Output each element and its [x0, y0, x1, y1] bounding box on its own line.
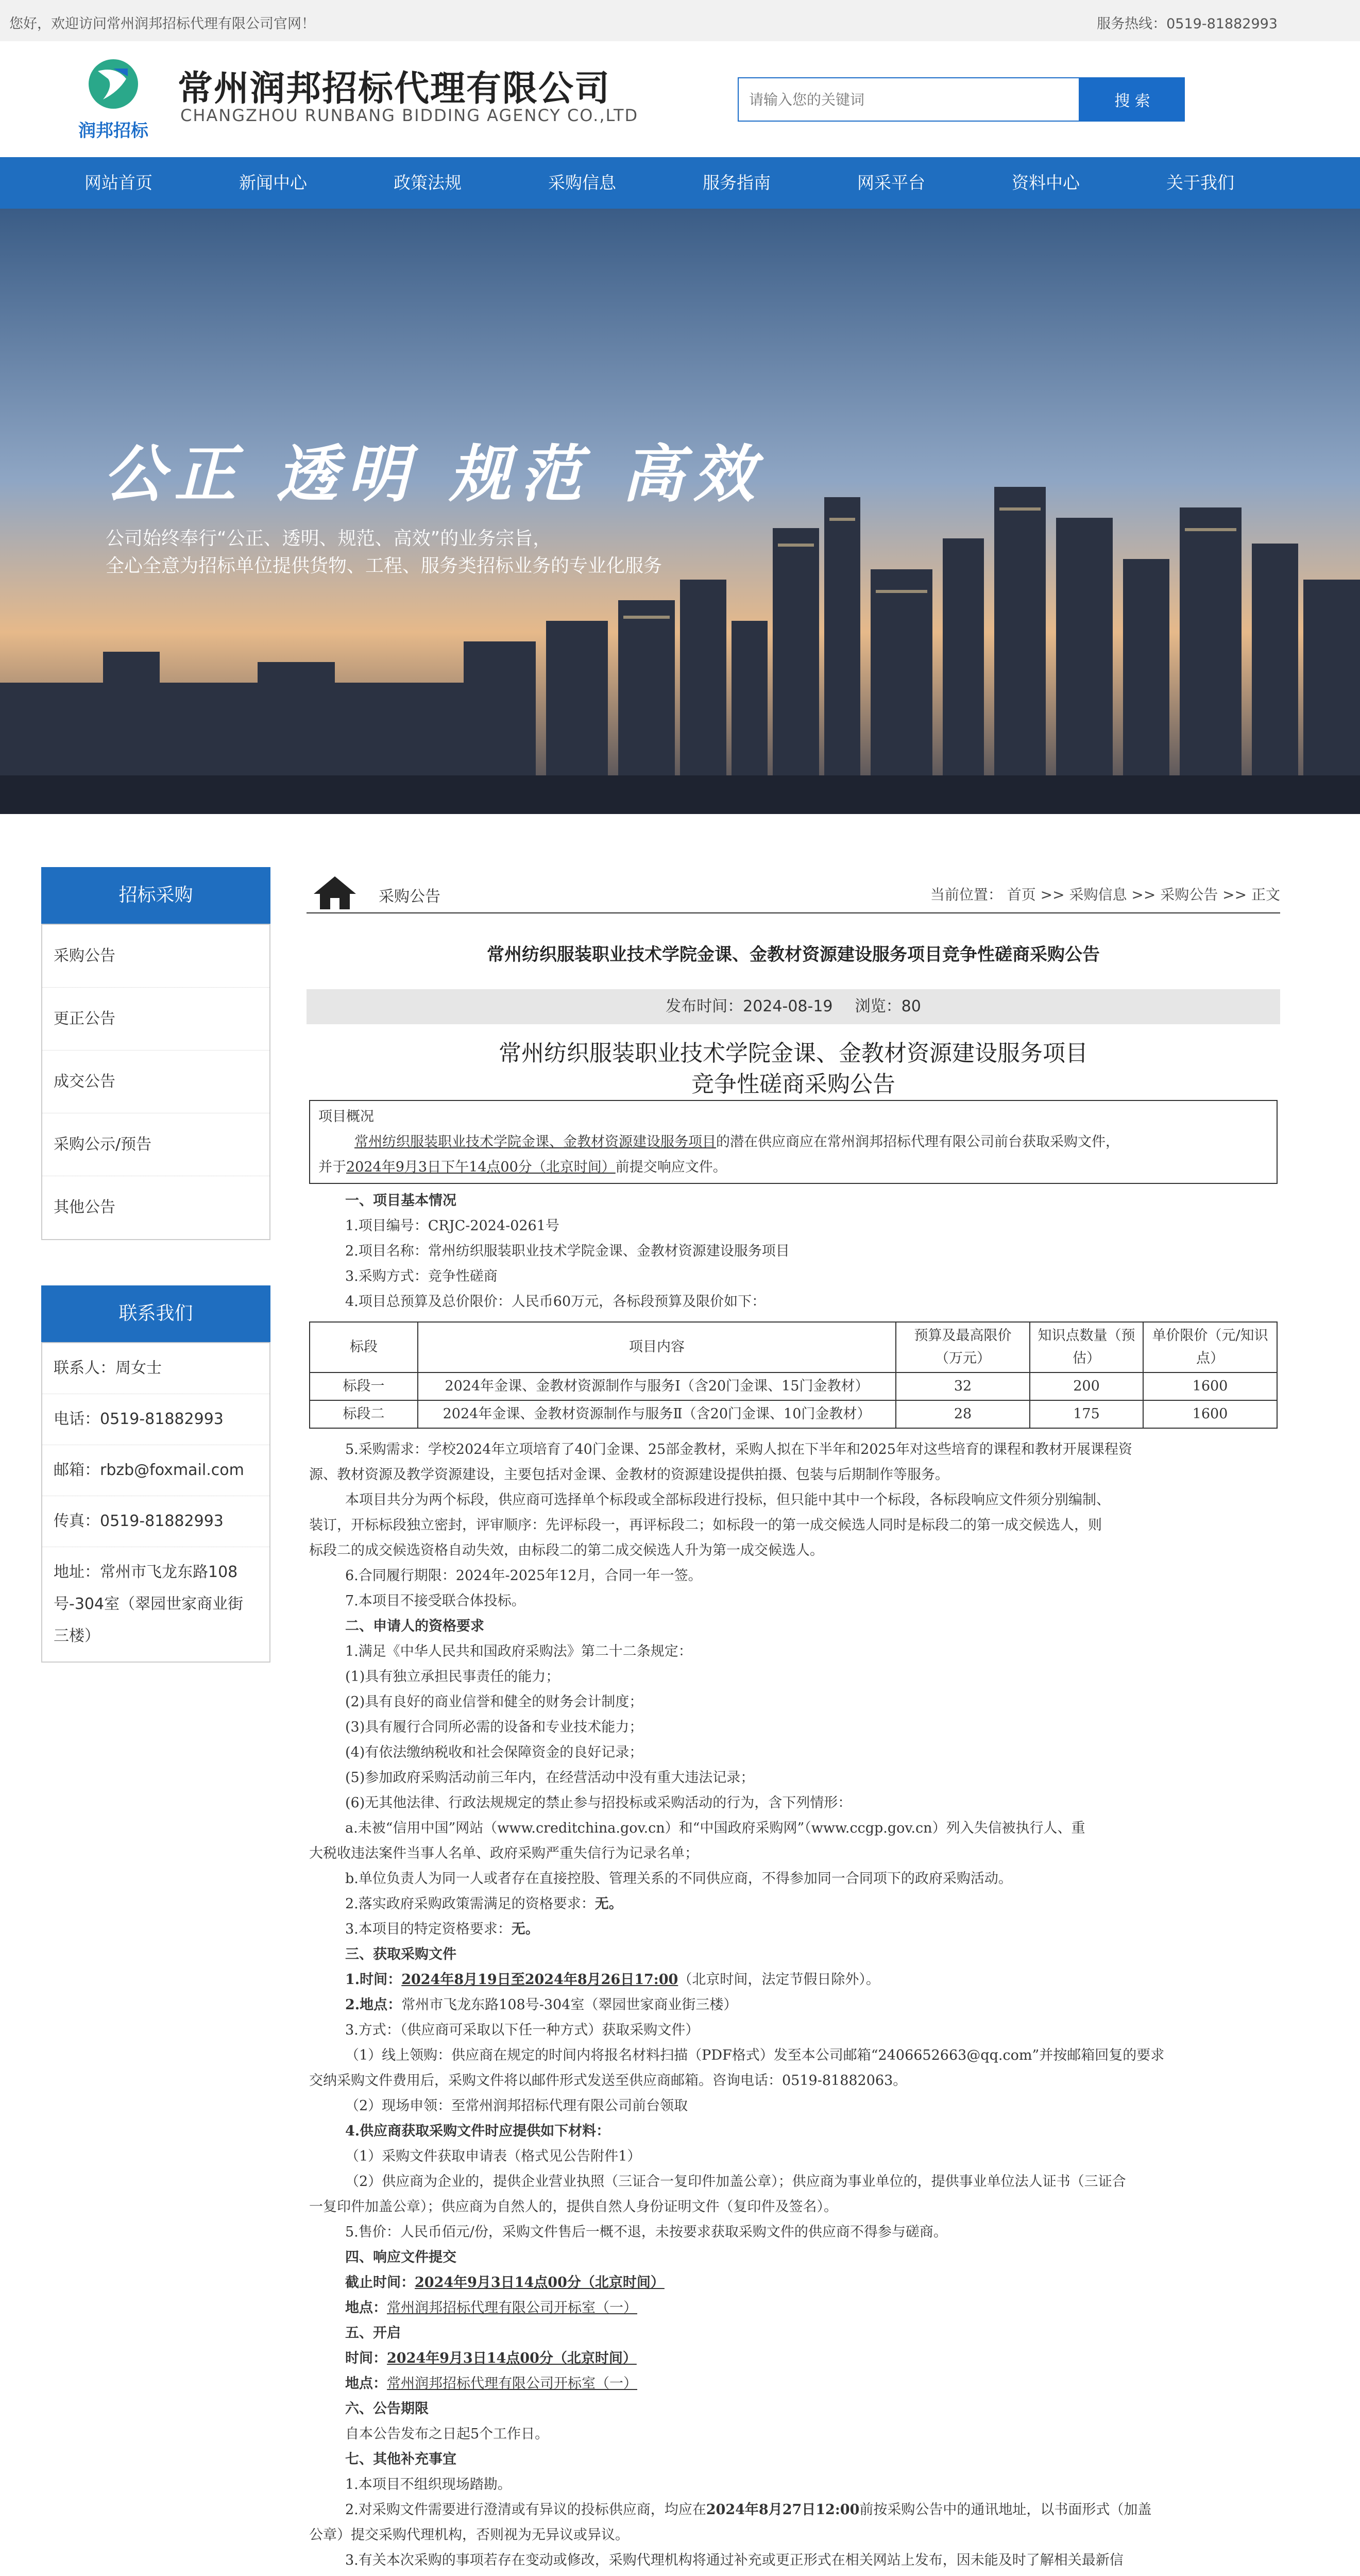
sidebar-item-correction[interactable]: 更正公告: [42, 988, 269, 1050]
nav-procurement[interactable]: 采购信息: [548, 173, 616, 193]
nav-home[interactable]: 网站首页: [84, 173, 152, 193]
document-title: [307, 1038, 1280, 1100]
sidebar-item-announcement[interactable]: 采购公告: [42, 925, 269, 988]
section-heading: 一、项目基本情况: [345, 1193, 456, 1209]
section-heading: 四、响应文件提交: [345, 2249, 456, 2265]
banner-slogan: 公正 透明 规范 高效: [103, 438, 764, 511]
article-title: 常州纺织服装职业技术学院金课、金教材资源建设服务项目竞争性磋商采购公告: [487, 944, 1100, 965]
doc-line: 2.项目名称：常州纺织服装职业技术学院金课、金教材资源建设服务项目: [345, 1243, 790, 1259]
table-cell: 175: [1030, 1400, 1143, 1428]
hotline-text: 服务热线：0519-81882993: [1097, 16, 1278, 32]
banner-line1: 公司始终奉行“公正、透明、规范、高效”的业务宗旨，: [106, 528, 552, 549]
sidebar-item-result[interactable]: 成交公告: [42, 1050, 269, 1113]
breadcrumb: [930, 884, 1280, 904]
sidebar-title: 招标采购: [41, 867, 270, 924]
doc-line: 1.项目编号：CRJC-2024-0261号: [345, 1218, 559, 1234]
section-heading: 七、其他补充事宜: [345, 2451, 456, 2467]
doc-line: 标段二的成交候选资格自动失效，由标段二的第二成交候选人升为第一成交候选人。: [309, 1543, 824, 1558]
table-header-cell: 知识点数量（预估）: [1030, 1322, 1143, 1372]
home-icon: [312, 874, 358, 910]
contact-person: 联系人：周女士: [42, 1343, 269, 1394]
sidebar-item-other[interactable]: 其他公告: [54, 1198, 115, 1216]
company-logo[interactable]: [77, 56, 149, 141]
publish-date: 发布时间：2024-08-19: [666, 997, 833, 1015]
search-input[interactable]: [738, 77, 1080, 122]
doc-line: 地点：常州润邦招标代理有限公司开标室（一）: [345, 2300, 637, 2316]
table-cell: 1600: [1143, 1372, 1277, 1400]
doc-line: 本项目共分为两个标段，供应商可选择单个标段或全部标段进行投标，但只能中其中一个标段，各标段响应文件须分别编制、: [345, 1492, 1110, 1508]
contact-address: 地址：常州市飞龙东路108号-304室（翠园世家商业街三楼）: [54, 1563, 244, 1645]
overview-line: 并于2024年9月3日下午14点00分（北京时间）前提交响应文件。: [318, 1159, 727, 1175]
contact-phone: 电话：0519-81882993: [42, 1394, 269, 1445]
nav-resources[interactable]: 资料中心: [1012, 173, 1080, 193]
table-header-cell: 标段: [310, 1322, 418, 1372]
doc-line: 7.本项目不接受联合体投标。: [345, 1593, 525, 1609]
doc-line: 1.满足《中华人民共和国政府采购法》第二十二条规定：: [345, 1643, 692, 1659]
doc-line: 大税收违法案件当事人名单、政府采购严重失信行为记录名单；: [309, 1845, 699, 1861]
table-cell: 标段二: [310, 1400, 418, 1428]
doc-line: 公章）提交采购代理机构，否则视为无异议或异议。: [309, 2527, 629, 2543]
search-button[interactable]: 搜 索: [1080, 77, 1185, 122]
doc-line: 3.本项目的特定资格要求：无。: [345, 1921, 539, 1937]
table-cell: 2024年金课、金教材资源制作与服务Ⅰ（含20门金课、15门金教材）: [418, 1372, 896, 1400]
doc-line: (4)有依法缴纳税收和社会保障资金的良好记录；: [345, 1744, 643, 1760]
article-meta: [307, 989, 1280, 1024]
contact-email: 邮箱：rbzb@foxmail.com: [42, 1445, 269, 1496]
doc-line: 2.落实政府采购政策需满足的资格要求：无。: [345, 1896, 623, 1912]
nav-service[interactable]: 服务指南: [703, 173, 771, 193]
table-cell: 28: [896, 1400, 1030, 1428]
table-cell: 2024年金课、金教材资源制作与服务Ⅱ（含20门金课、10门金教材）: [418, 1400, 896, 1428]
section-heading: 五、开启: [345, 2325, 401, 2341]
nav-platform[interactable]: 网采平台: [857, 173, 925, 193]
logo-icon: [77, 56, 149, 112]
contact-title: 联系我们: [41, 1285, 270, 1342]
doc-line: 3.采购方式：竞争性磋商: [345, 1268, 498, 1284]
doc-line: 交纳采购文件费用后，采购文件将以邮件形式发送至供应商邮箱。咨询电话：0519-81882063。: [309, 2073, 907, 2089]
doc-line: （2）现场申领：至常州润邦招标代理有限公司前台领取: [345, 2098, 688, 2114]
breadcrumb-procurement[interactable]: 采购信息: [1069, 886, 1127, 903]
breadcrumb-sep: >>: [1040, 886, 1065, 903]
document-body: [309, 1100, 1278, 2576]
company-subtitle: CHANGZHOU RUNBANG BIDDING AGENCY CO.,LTD: [180, 106, 639, 125]
overview-heading: 项目概况: [318, 1109, 374, 1125]
doc-line: (5)参加政府采购活动前三年内，在经营活动中没有重大违法记录；: [345, 1770, 755, 1786]
doc-line: 2.对采购文件需要进行澄清或有异议的投标供应商，均应在2024年8月27日12:00前按采购公告中的通讯地址，以书面形式（加盖: [345, 2502, 1152, 2518]
table-cell: 32: [896, 1372, 1030, 1400]
contact-fax: 传真：0519-81882993: [42, 1496, 269, 1547]
doc-line: 4.供应商获取采购文件时应提供如下材料：: [345, 2123, 610, 2139]
doc-line: 源、教材资源及教学资源建设，主要包括对金课、金教材的资源建设提供拍摄、包装与后期制作等服务。: [309, 1467, 949, 1483]
breadcrumb-bar: [307, 872, 1280, 913]
section-heading: 二、申请人的资格要求: [345, 1618, 484, 1634]
table-cell: 标段一: [310, 1372, 418, 1400]
table-cell: 1600: [1143, 1400, 1277, 1428]
table-row: [310, 1400, 1277, 1428]
sidebar-list: [41, 924, 270, 1240]
welcome-text: 您好，欢迎访问常州润邦招标代理有限公司官网！: [9, 16, 315, 32]
project-overview-box: [309, 1100, 1278, 1184]
sidebar-item-preview[interactable]: 采购公示/预告: [42, 1113, 269, 1176]
document-title-line2: 竞争性磋商采购公告: [691, 1071, 895, 1097]
doc-line: 3.方式：（供应商可采取以下任一种方式）获取采购文件）: [345, 2022, 700, 2038]
doc-line: [309, 2573, 1278, 2576]
section-heading: 六、公告期限: [345, 2401, 429, 2417]
lot-table: [309, 1321, 1278, 1429]
doc-line: (2)具有良好的商业信誉和健全的财务会计制度；: [345, 1694, 643, 1710]
logo-brand-text: 润邦招标: [78, 121, 148, 141]
doc-line: 6.合同履行期限：2024年-2025年12月，合同一年一签。: [345, 1568, 702, 1584]
nav-about[interactable]: 关于我们: [1166, 173, 1234, 193]
doc-line: 2.地点：常州市飞龙东路108号-304室（翠园世家商业街三楼）: [345, 1997, 738, 2013]
contact-list: [41, 1342, 270, 1663]
section-heading: 三、获取采购文件: [345, 1946, 456, 1962]
doc-line: (6)无其他法律、行政法规规定的禁止参与招投标或采购活动的行为，含下列情形：: [345, 1795, 852, 1811]
banner-line2: 全心全意为招标单位提供货物、工程、服务类招标业务的专业化服务: [106, 555, 662, 577]
table-header-row: [310, 1322, 1277, 1372]
doc-line: b.单位负责人为同一人或者存在直接控股、管理关系的不同供应商，不得参加同一合同项下的政府采购活动。: [345, 1871, 1012, 1887]
doc-line: 5.采购需求：学校2024年立项培育了40门金课、25部金教材，采购人拟在下半年和2025年对这些培育的课程和教材开展课程资: [345, 1442, 1132, 1458]
view-count: 浏览：80: [855, 997, 921, 1015]
doc-line: （1）采购文件获取申请表（格式见公告附件1）: [345, 2148, 641, 2164]
doc-line: 时间：2024年9月3日14点00分（北京时间）: [345, 2350, 637, 2366]
nav-policy[interactable]: 政策法规: [394, 173, 462, 193]
top-bar: [0, 0, 1360, 41]
breadcrumb-prefix: 当前位置：: [930, 886, 1002, 903]
breadcrumb-sep: >>: [1222, 886, 1247, 903]
doc-line: 自本公告发布之日起5个工作日。: [345, 2426, 549, 2442]
section-label: 采购公告: [379, 888, 440, 906]
doc-line: （2）供应商为企业的，提供企业营业执照（三证合一复印件加盖公章）；供应商为事业单位的，提供事业单位法人证书（三证合: [345, 2174, 1126, 2190]
doc-line: 4.项目总预算及总价限价：人民币60万元，各标段预算及限价如下：: [345, 1294, 766, 1310]
doc-line: 装订，开标标段独立密封，评审顺序：先评标段一，再评标段二；如标段一的第一成交候选人同时是标段二的第一成交候选人，则: [309, 1517, 1102, 1533]
table-header-cell: 预算及最高限价（万元）: [896, 1322, 1030, 1372]
doc-line: 1.时间：2024年8月19日至2024年8月26日17:00（北京时间，法定节假日除外）。: [345, 1972, 880, 1988]
breadcrumb-announcement[interactable]: 采购公告: [1160, 886, 1218, 903]
doc-line: 1.本项目不组织现场踏勘。: [345, 2477, 512, 2493]
nav-news[interactable]: 新闻中心: [239, 173, 307, 193]
doc-line: (3)具有履行合同所必需的设备和专业技术能力；: [345, 1719, 643, 1735]
table-header-cell: 项目内容: [418, 1322, 896, 1372]
overview-line: 常州纺织服装职业技术学院金课、金教材资源建设服务项目的潜在供应商应在常州润邦招标代理有限公司前台获取采购文件，: [354, 1134, 1119, 1150]
breadcrumb-sep: >>: [1131, 886, 1156, 903]
breadcrumb-home[interactable]: 首页: [1007, 886, 1036, 903]
company-title: 常州润邦招标代理有限公司: [178, 69, 611, 109]
doc-line: 地点：常州润邦招标代理有限公司开标室（一）: [345, 2376, 637, 2392]
breadcrumb-current: 正文: [1251, 886, 1280, 903]
doc-line: a.未被“信用中国”网站（www.creditchina.gov.cn）和“中国政府采购网”（www.ccgp.gov.cn）列入失信被执行人、重: [345, 1820, 1085, 1836]
table-cell: 200: [1030, 1372, 1143, 1400]
hero-banner: [0, 209, 1360, 814]
doc-line: （1）线上领购：供应商在规定的时间内将报名材料扫描（PDF格式）发至本公司邮箱“2406652663@qq.com”并按邮箱回复的要求: [345, 2047, 1165, 2063]
doc-line: (1)具有独立承担民事责任的能力；: [345, 1669, 560, 1685]
doc-line: 一复印件加盖公章）；供应商为自然人的，提供自然人身份证明文件（复印件及签名）。: [309, 2199, 838, 2215]
doc-line: 截止时间：2024年9月3日14点00分（北京时间）: [345, 2275, 665, 2291]
table-row: [310, 1372, 1277, 1400]
document-title-line1: 常州纺织服装职业技术学院金课、金教材资源建设服务项目: [499, 1040, 1088, 1066]
doc-line: 5.售价：人民币佰元/份，采购文件售后一概不退，未按要求获取采购文件的供应商不得参与磋商。: [345, 2224, 947, 2240]
main-nav: [0, 157, 1360, 209]
doc-line: 3.有关本次采购的事项若存在变动或修改，采购代理机构将通过补充或更正形式在相关网站上发布，因未能及时了解相关最新信: [345, 2552, 1124, 2568]
table-header-cell: 单价限价（元/知识点）: [1143, 1322, 1277, 1372]
